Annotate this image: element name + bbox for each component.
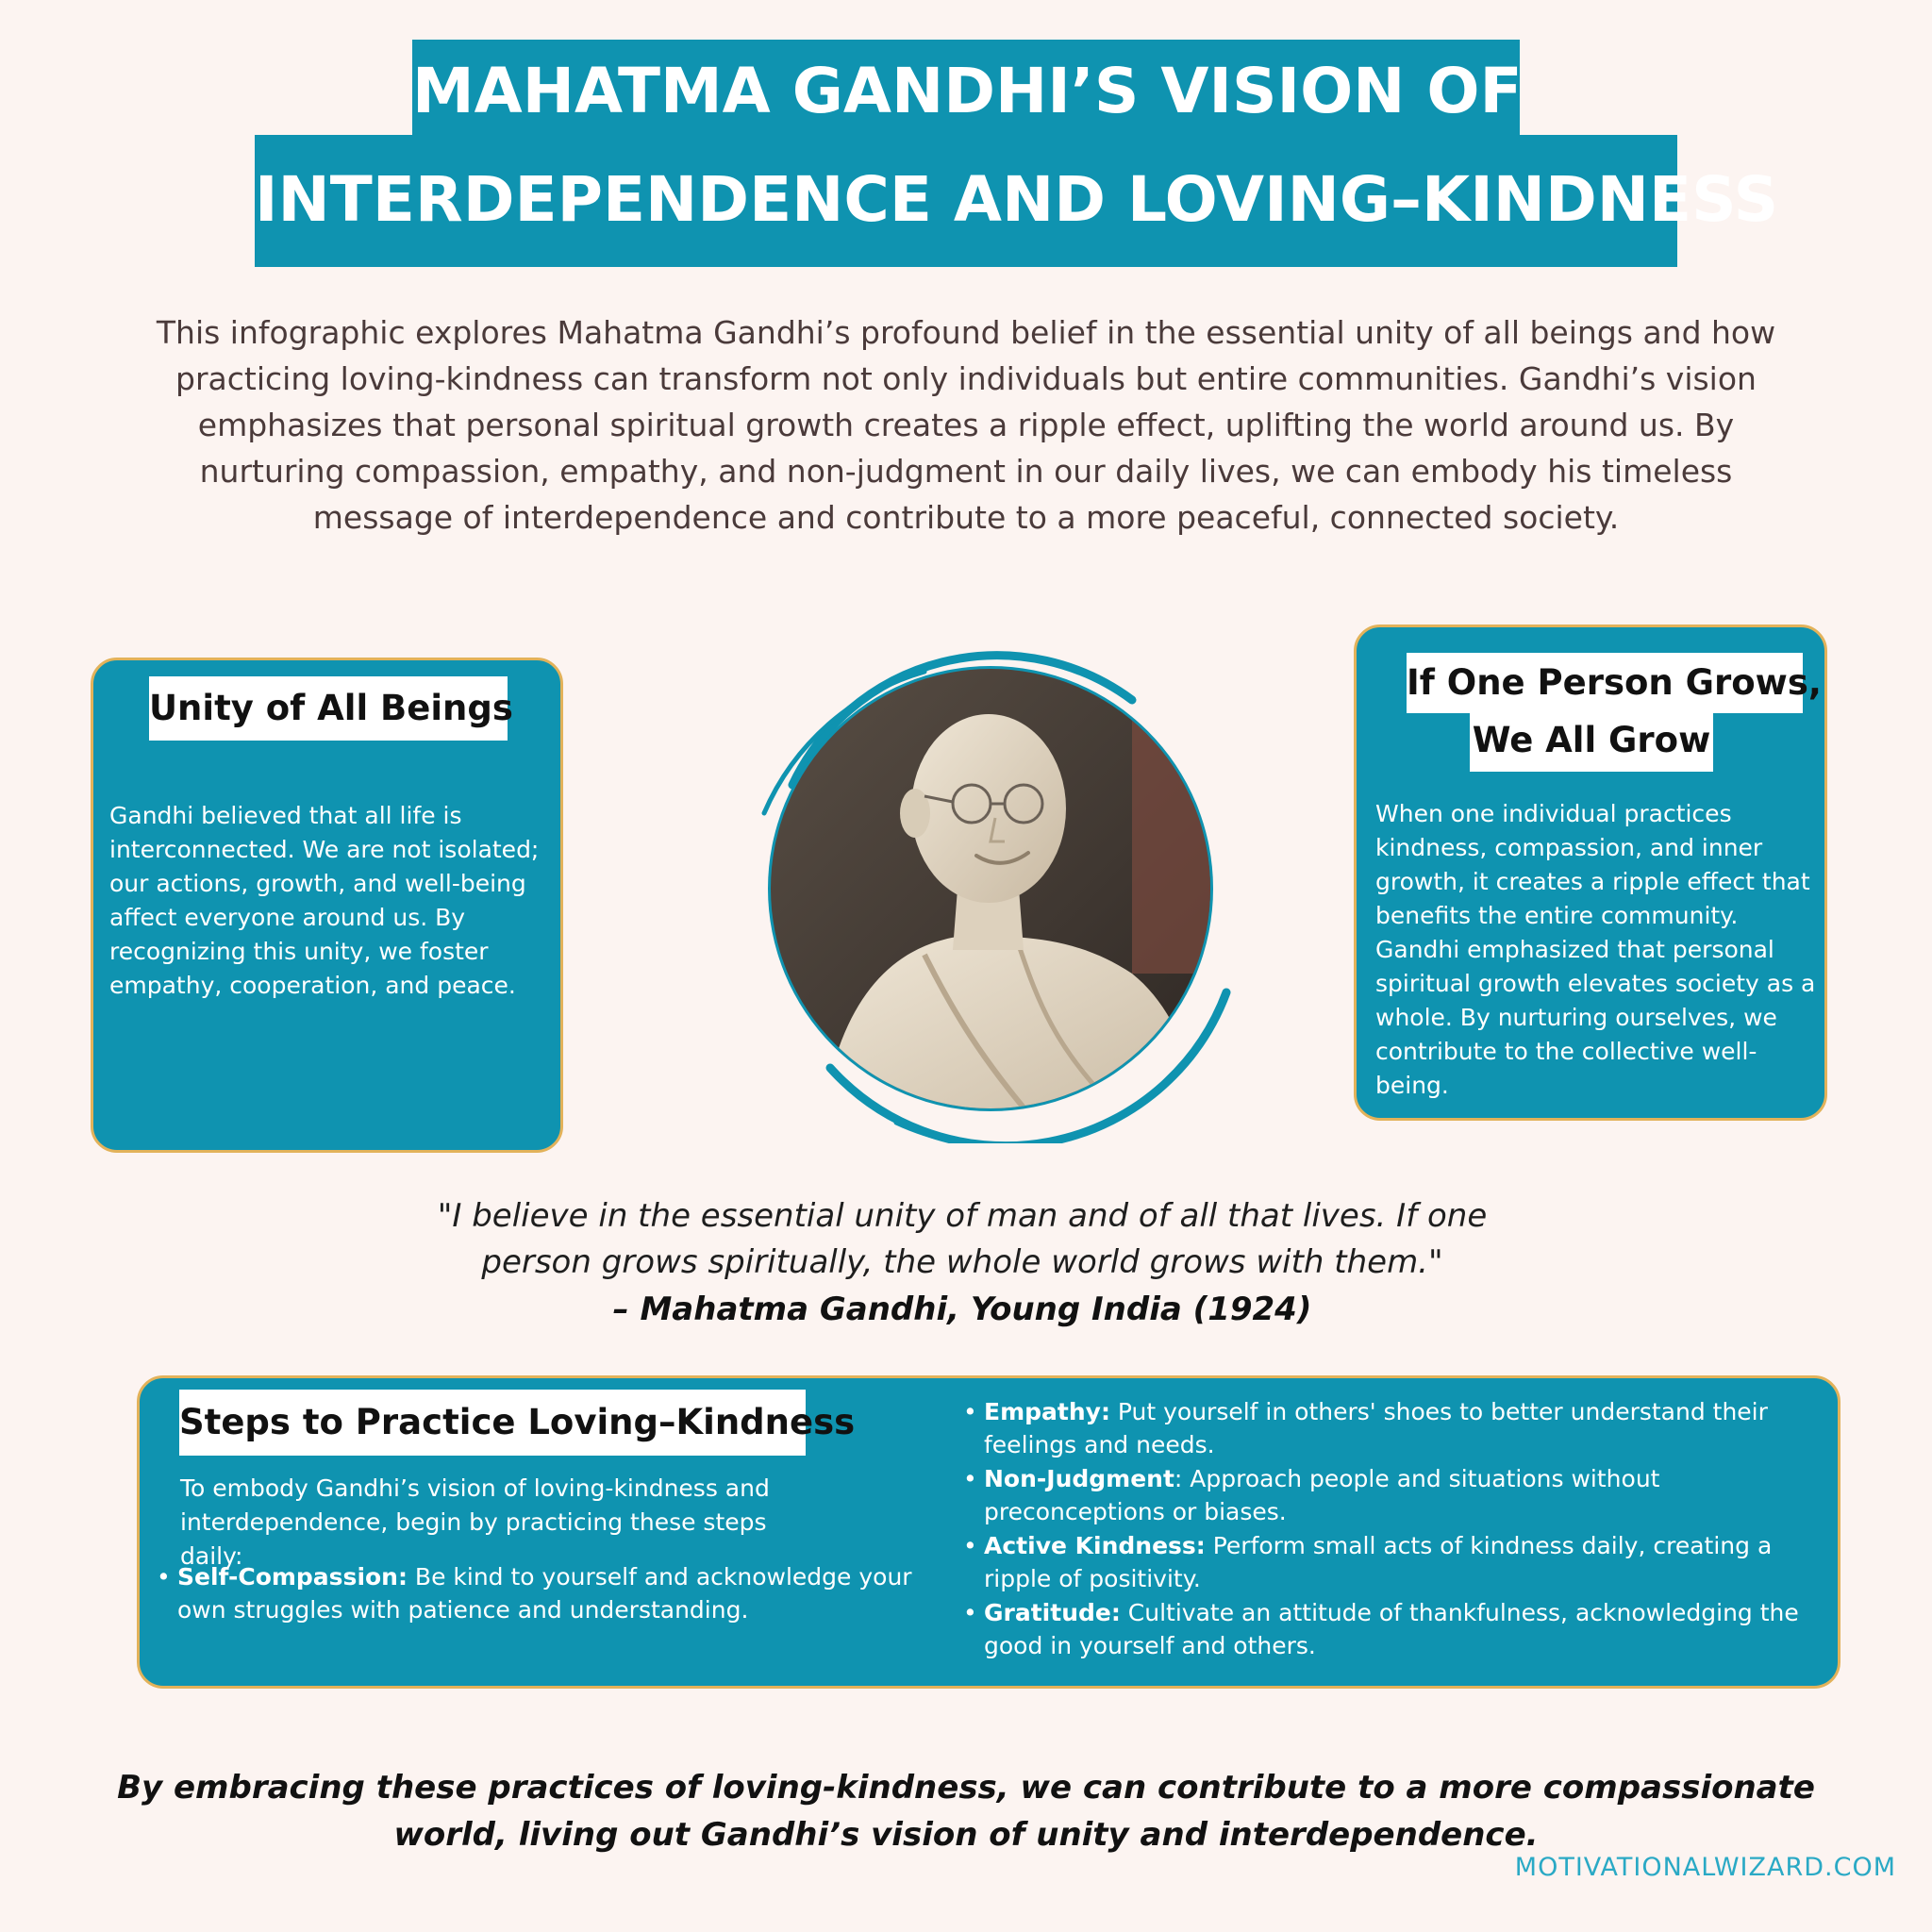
unity-heading: Unity of All Beings	[149, 676, 508, 741]
step-text: Put yourself in others' shoes to better understand their feelings and needs.	[984, 1398, 1768, 1458]
steps-intro: To embody Gandhi’s vision of loving-kindness and interdependence, begin by practicing these steps daily:	[180, 1474, 770, 1570]
steps-list-right	[963, 1395, 1812, 1663]
step-term: Self-Compassion:	[177, 1563, 408, 1591]
website-link[interactable]: MOTIVATIONALWIZARD.COM	[1514, 1853, 1896, 1882]
intro-paragraph: This infographic explores Mahatma Gandhi’s profound belief in the essential unity of all beings and how practicing loving-kindness can transform not only individuals but entire communities. Gandhi’s vision emphasizes that personal spiritual growth creates a ripple effect, uplifting the world around us. By nurturing compassion, empathy, and non-judgment in our daily lives, we can embody his timeless message of interdependence and contribute to a more peaceful, connected society.	[156, 314, 1776, 536]
unity-text: Gandhi believed that all life is interconnected. We are not isolated; our actions, growth, and well-being affect everyone around us. By recognizing this unity, we foster empathy, cooperation, and peace.	[109, 802, 540, 999]
step-text: Cultivate an attitude of thankfulness, acknowledging the good in yourself and others.	[984, 1599, 1799, 1659]
gandhi-quote	[396, 1193, 1528, 1286]
steps-list-left	[157, 1560, 958, 1627]
unity-card	[91, 658, 563, 1153]
grow-heading-line-2: We All Grow	[1470, 713, 1713, 772]
list-item	[157, 1560, 958, 1626]
step-text: Perform small acts of kindness daily, creating a ripple of positivity.	[984, 1532, 1773, 1592]
gandhi-portrait	[736, 634, 1245, 1143]
quote-author: – Mahatma Gandhi, Young India (1924)	[612, 1291, 1312, 1328]
grow-card	[1354, 625, 1827, 1121]
portrait-svg	[736, 634, 1245, 1143]
step-text: Be kind to yourself and acknowledge your own struggles with patience and understanding.	[177, 1563, 912, 1624]
step-term: Gratitude:	[984, 1599, 1121, 1626]
list-item	[963, 1395, 1812, 1461]
steps-heading: Steps to Practice Loving–Kindness	[179, 1390, 806, 1456]
steps-card	[137, 1375, 1840, 1689]
grow-heading-line-1: If One Person Grows,	[1407, 653, 1803, 713]
closing-statement: By embracing these practices of loving-kindness, we can contribute to a more compassionate world, living out Gandhi’s vision of unity and interdependence.	[117, 1769, 1815, 1854]
step-term: Active Kindness:	[984, 1532, 1206, 1559]
step-term: Empathy:	[984, 1398, 1110, 1425]
page-title-line-1: MAHATMA GANDHI’S VISION OF	[412, 40, 1520, 143]
grow-text: When one individual practices kindness, compassion, and inner growth, it creates a ripple effect that benefits the entire community. Gandhi emphasized that personal spiritual growth elevates society as a whole. By nurturing ourselves, we contribute to the collective well-being.	[1375, 800, 1816, 1099]
list-item	[963, 1462, 1812, 1528]
step-term: Non-Judgment	[984, 1465, 1174, 1492]
step-text: : Approach people and situations without preconceptions or biases.	[984, 1465, 1660, 1525]
quote-line-2: person grows spiritually, the whole world grows with them."	[481, 1243, 1443, 1281]
quote-line-1: "I believe in the essential unity of man and of all that lives. If one	[437, 1197, 1488, 1235]
page-title-line-2: INTERDEPENDENCE AND LOVING–KINDNESS	[255, 135, 1677, 267]
list-item	[963, 1596, 1812, 1662]
list-item	[963, 1529, 1812, 1595]
